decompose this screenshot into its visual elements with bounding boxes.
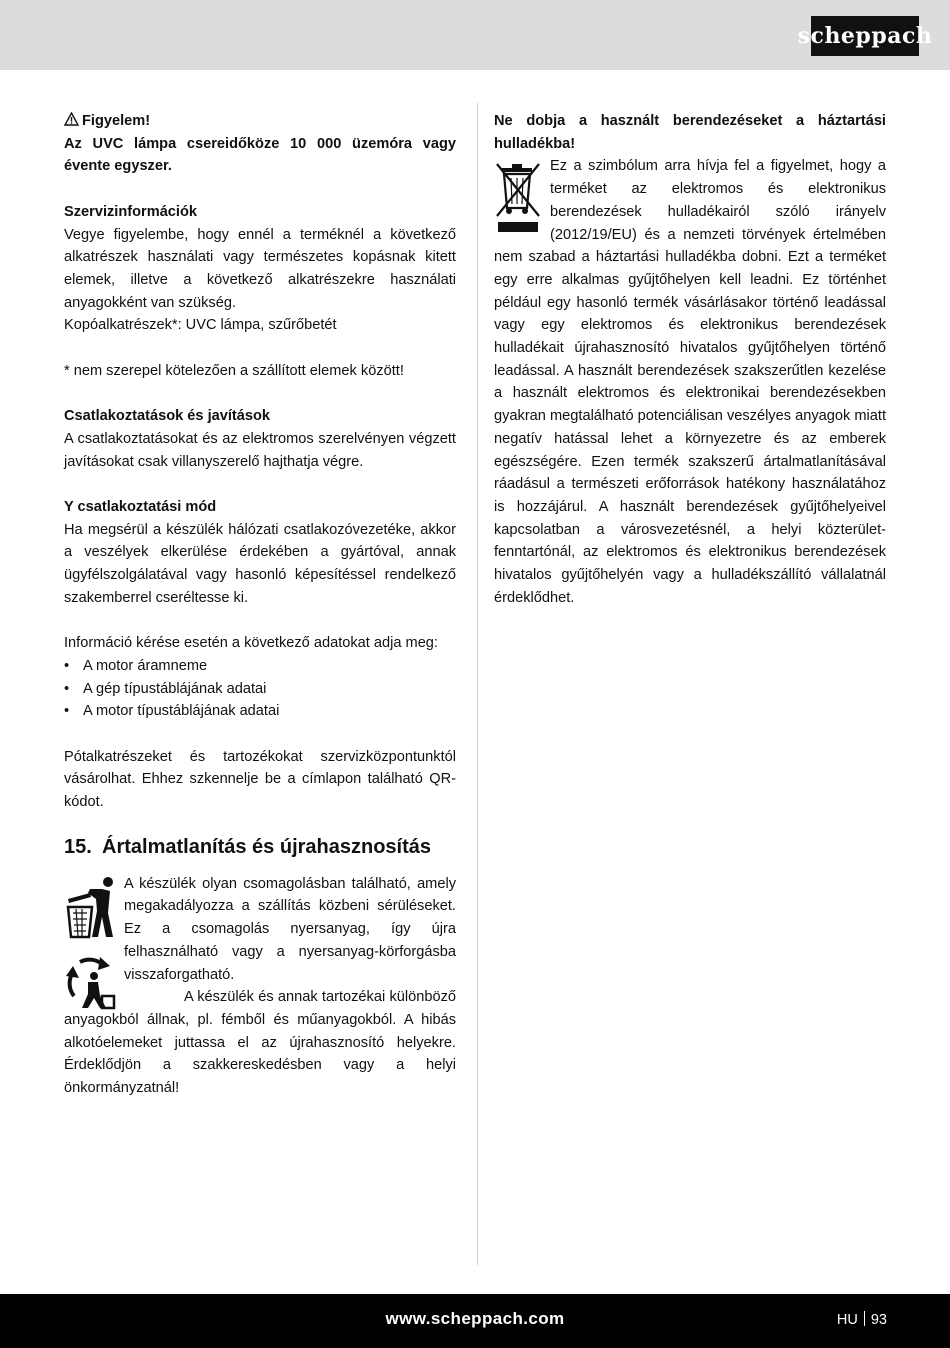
recycle-person-icon: [64, 952, 116, 1012]
column-divider: [477, 103, 478, 1265]
section-title: Ártalmatlanítás és újrahasznosítás: [102, 835, 432, 858]
left-column: [64, 110, 456, 1100]
warning-title: Figyelem!: [82, 113, 151, 129]
y-connection-heading: Y csatlakoztatási mód: [64, 498, 217, 515]
page-indicator: [837, 1311, 887, 1328]
page-header: [0, 0, 950, 70]
connections-text: A csatlakoztatásokat és az elektromos szerelvényen végzett javításokat csak villanyszerelő hajthatja végre.: [64, 430, 456, 470]
page-number: 93: [870, 1312, 887, 1328]
warning-triangle-icon: [64, 112, 79, 126]
brand-logo: scheppach: [811, 16, 919, 56]
spare-parts-text: Pótalkatrészeket és tartozékokat szervizközpontunktól vásárolhat. Ehhez szkennelje be a címlapon található QR-kódot.: [64, 748, 456, 810]
weee-block: [494, 155, 886, 609]
trash-bin-person-icon: [64, 873, 116, 939]
disposal-icons: [64, 873, 116, 1007]
service-heading: Szervizinformációk: [64, 203, 198, 220]
right-column: [494, 110, 886, 609]
list-item: • A motor áramneme: [64, 655, 456, 678]
list-item: • A motor típustáblájának adatai: [64, 700, 456, 723]
weee-text: Ez a szimbólum arra hívja fel a figyelmet, hogy a terméket az elektromos és elektronikus berendezések hulladékairól szóló irányelv (2012/19/EU) és a nemzeti törvények értelmében nem szabad a háztartási hulladékba dobni. Ezt a terméket egy erre alkalmas gyűjtőhelyen kell leadni. Ez történhet például egy hasonló termék vásárlásakor történő leadással vagy egy elektromos és elektronikus berendezések hulladékait újrahasznosító hivatalos gyűjtőhelyen történő leadással. A használt berendezések szakszerűtlen kezelése a használt elektromos és elektronikai berendezésekben gyakran megtalálható potenciálisan veszélyes anyagok miatt negatív hatással lehet a környezetre és az emberek egészségére. Ezen termék szakszerű ártalmatlanításával ráadásul a természeti erőforrások hatékony használatához is hozzájárul. A használt berendezések gyűjtőhelyeivel kapcsolatban a városvezetésnél, a helyi közterület-fenntartónál, az elektromos és elektronikus berendezések hivatalos gyűjtőhelyén vagy a hulladékszállító vállalatnál érdeklődhet.: [494, 158, 886, 606]
disposal-text-2: A készülék és annak tartozékai különböző anyagokból állnak, pl. fémből és műanyagokból. A hibás alkotóelemeket juttassa el az újrahasznosító helyekre. Érdeklődjön a szakkereskedésben vagy a helyi önkormányzatnál!: [64, 989, 456, 1097]
section-heading: [64, 834, 456, 860]
info-intro-text: Információ kérése esetén a következő adatokat adja meg:: [64, 635, 438, 652]
section-number: 15.: [64, 835, 92, 858]
service-text: Vegye figyelembe, hogy ennél a terméknél a következő alkatrészek használati vagy természetes kopásnak kitett elemek, illetve a következő alkatrészekre használati anyagokként van szükség.: [64, 226, 456, 311]
disposal-block: [64, 873, 456, 1100]
page-footer: [0, 1294, 950, 1348]
disposal-text-1: A készülék olyan csomagolásban található, amely megakadályozza a szállítás közbeni sérüléseket. Ez a csomagolás nyersanyag, így újra felhasználható vagy a nyersanyag-körforgásba visszaforgatható.: [124, 875, 456, 983]
connections-heading: Csatlakoztatások és javítások: [64, 408, 271, 425]
y-connection-text: Ha megsérül a készülék hálózati csatlakozóvezetéke, akkor a veszélyek elkerülése érdekében a gyártóval, annak ügyfélszolgálatával vagy hasonló képesítéssel rendelkező szakemberrel cseréltesse ki.: [64, 521, 456, 606]
weee-heading: Ne dobja a használt berendezéseket a háztartási hulladékba!: [494, 113, 886, 152]
language-code: HU: [836, 1312, 858, 1328]
info-list: [64, 655, 456, 723]
footnote-text: * nem szerepel kötelezően a szállított elemek között!: [64, 362, 404, 379]
warning-text: Az UVC lámpa csereidőköze 10 000 üzemóra vagy évente egyszer.: [64, 135, 456, 175]
separator: [864, 1311, 865, 1326]
wear-parts-text: Kopóalkatrészek*: UVC lámpa, szűrőbetét: [64, 317, 337, 334]
crossed-out-bin-icon: [494, 158, 542, 238]
website-url: www.scheppach.com: [385, 1309, 565, 1328]
list-item: • A gép típustáblájának adatai: [64, 678, 456, 701]
warning-heading: [64, 110, 456, 133]
